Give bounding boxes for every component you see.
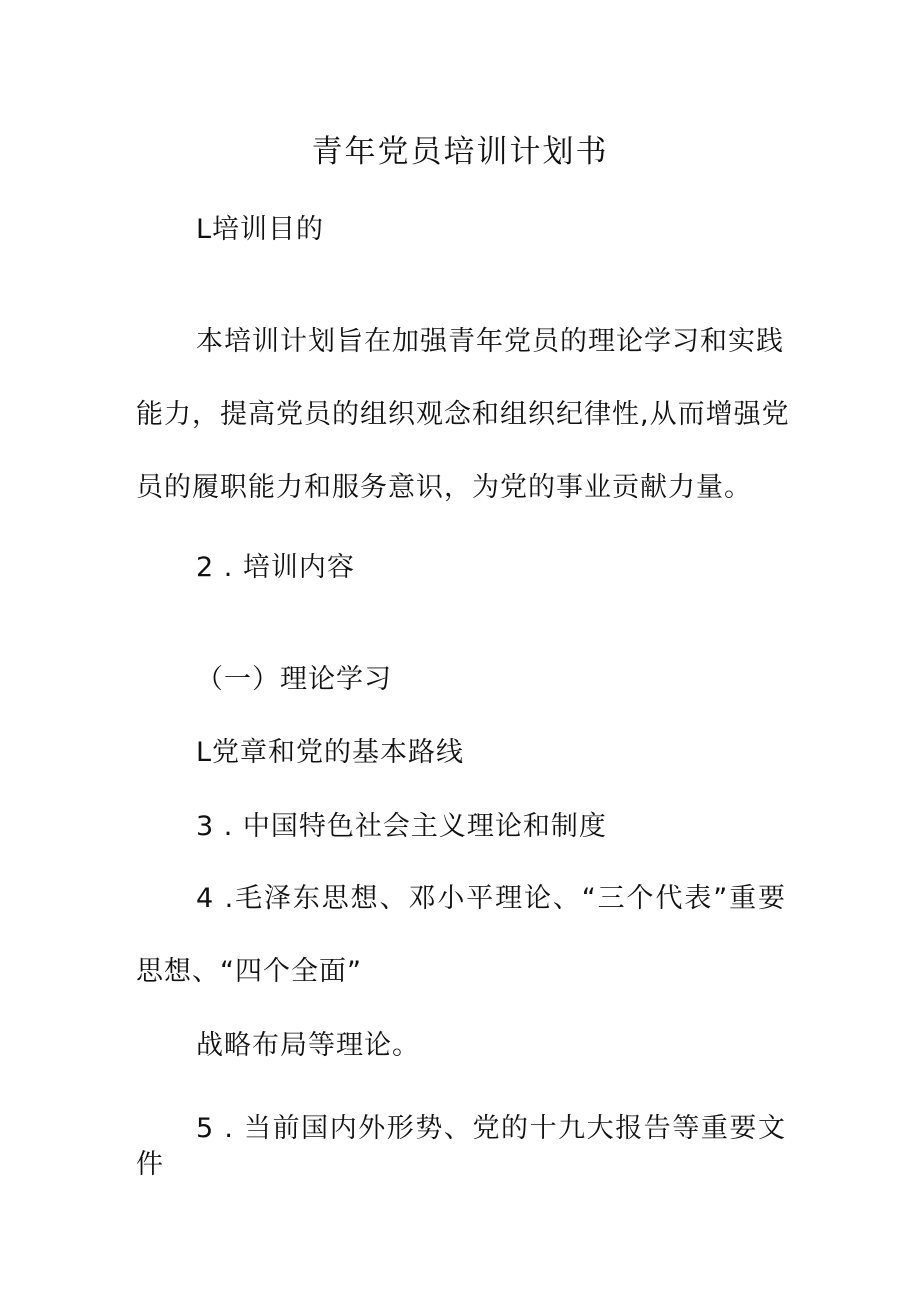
paragraph-line: 员的履职能力和服务意识，为党的事业贡献力量。 [136, 472, 752, 503]
list-item: 5 . 当前国内外形势、党的十九大报告等重要文 [196, 1113, 786, 1144]
section-heading-content: 2 . 培训内容 [196, 552, 355, 583]
list-item: 3 . 中国特色社会主义理论和制度 [196, 811, 607, 842]
list-item-continued: 件 [136, 1149, 164, 1180]
paragraph-line: 本培训计划旨在加强青年党员的理论学习和实践 [196, 326, 784, 357]
list-item: 4 .毛泽东思想、邓小平理论、“三个代表”重要 [196, 883, 786, 914]
paragraph-line: 能力，提高党员的组织观念和组织纪律性,从而增强党 [136, 399, 790, 430]
section-heading-purpose: L培训目的 [196, 214, 325, 245]
list-item-continued: 思想、“四个全面” [136, 956, 362, 987]
document-title: 青年党员培训计划书 [311, 134, 609, 170]
subsection-heading-theory: （一）理论学习 [196, 664, 392, 695]
list-item-continued: 战略布局等理论。 [196, 1030, 420, 1061]
list-item: L党章和党的基本路线 [196, 737, 465, 768]
